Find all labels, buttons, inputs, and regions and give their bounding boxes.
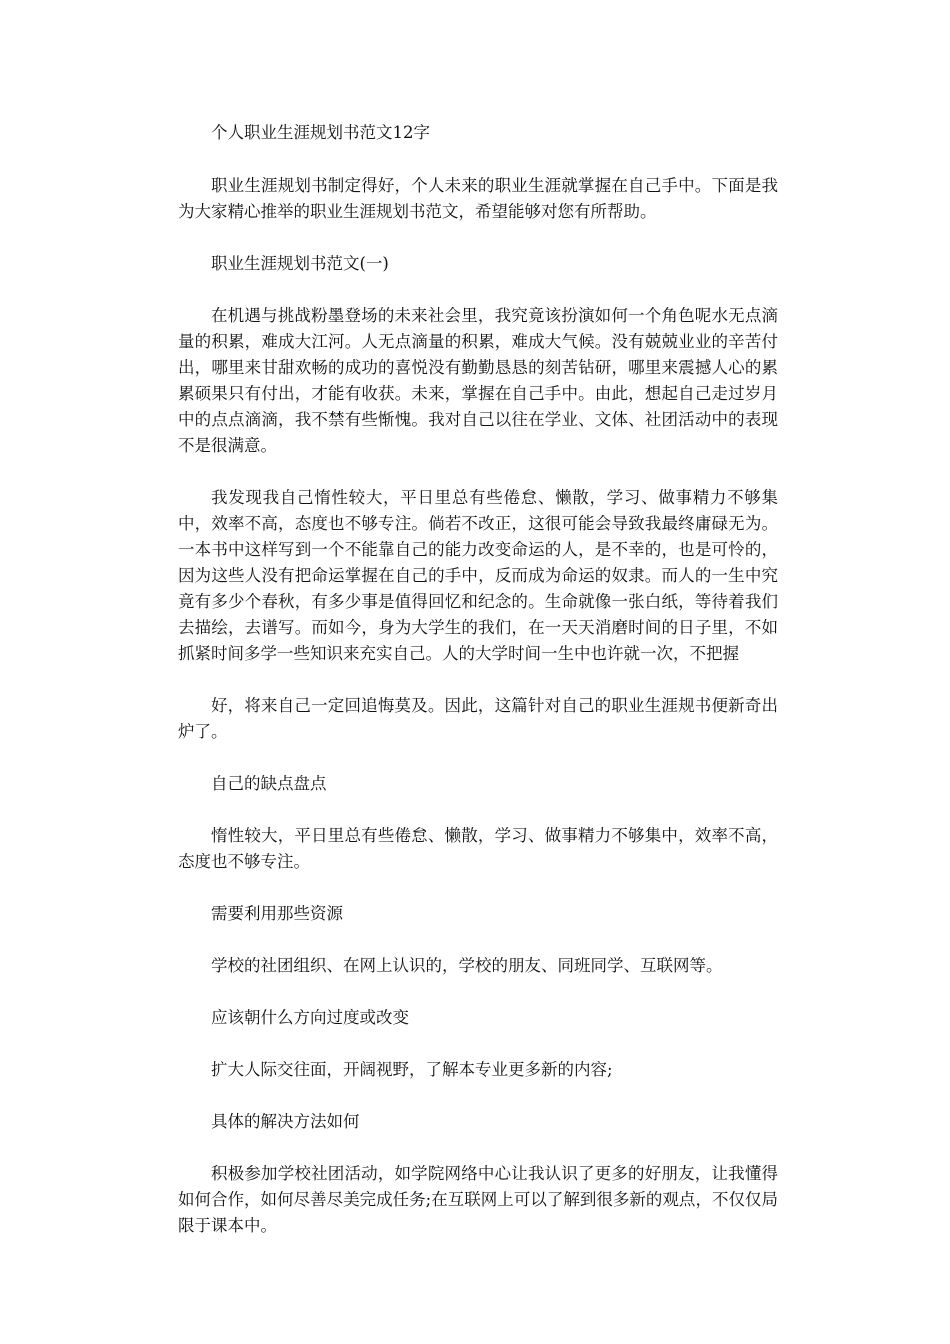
heading-solution: 具体的解决方法如何 xyxy=(211,1112,360,1131)
paragraph-1: 在机遇与挑战粉墨登场的未来社会里，我究竟该扮演如何一个角色呢水无点滴量的积累，难成大江河。人无点滴量的积累，难成大气候。没有兢兢业业的辛苦付出，哪里来甘甜欢畅的成功的喜悦没有勤勤恳恳的刻苦钻研，哪里来震撼人心的累累硕果只有付出，才能有收获。未来，掌握在自己手中。由此，想起自己走过岁月中的点点滴滴，我不禁有些惭愧。我对自己以往在学业、文体、社团活动中的表现不是很满意。 xyxy=(178,306,778,455)
heading-resources: 需要利用那些资源 xyxy=(211,904,343,923)
section-heading: 职业生涯规划书范文(一) xyxy=(211,254,389,273)
paragraph-2: 我发现我自己惰性较大，平日里总有些倦怠、懒散，学习、做事精力不够集中，效率不高，态度也不够专注。倘若不改正，这很可能会导致我最终庸碌无为。一本书中这样写到一个不能靠自己的能力改变命运的人，是不幸的，也是可怜的，因为这些人没有把命运掌握在自己的手中，反而成为命运的奴隶。而人的一生中究竟有多少个春秋，有多少事是值得回忆和纪念的。生命就像一张白纸，等待着我们去描绘，去谱写。而如今，身为大学生的我们，在一天天消磨时间的日子里，不如抓紧时间多学一些知识来充实自己。人的大学时间一生中也许就一次，不把握 xyxy=(178,488,778,663)
intro-paragraph: 职业生涯规划书制定得好，个人未来的职业生涯就掌握在自己手中。下面是我为大家精心推举的职业生涯规划书范文，希望能够对您有所帮助。 xyxy=(178,176,778,221)
paragraph-3: 好，将来自己一定回追悔莫及。因此，这篇针对自己的职业生涯规书便新奇出炉了。 xyxy=(178,696,778,741)
paragraph-direction: 扩大人际交往面，开阔视野，了解本专业更多新的内容; xyxy=(211,1060,613,1079)
heading-direction: 应该朝什么方向过度或改变 xyxy=(211,1008,409,1027)
paragraph-solution: 积极参加学校社团活动，如学院网络中心让我认识了更多的好朋友，让我懂得如何合作，如何尽善尽美完成任务;在互联网上可以了解到很多新的观点，不仅仅局限于课本中。 xyxy=(178,1164,778,1235)
paragraph-resources: 学校的社团组织、在网上认识的，学校的朋友、同班同学、互联网等。 xyxy=(211,956,723,975)
paragraph-shortcomings: 惰性较大，平日里总有些倦怠、懒散，学习、做事精力不够集中，效率不高，态度也不够专注。 xyxy=(178,826,778,871)
document-title: 个人职业生涯规划书范文12字 xyxy=(211,123,430,142)
document-page xyxy=(178,120,778,1265)
heading-shortcomings: 自己的缺点盘点 xyxy=(211,774,327,793)
